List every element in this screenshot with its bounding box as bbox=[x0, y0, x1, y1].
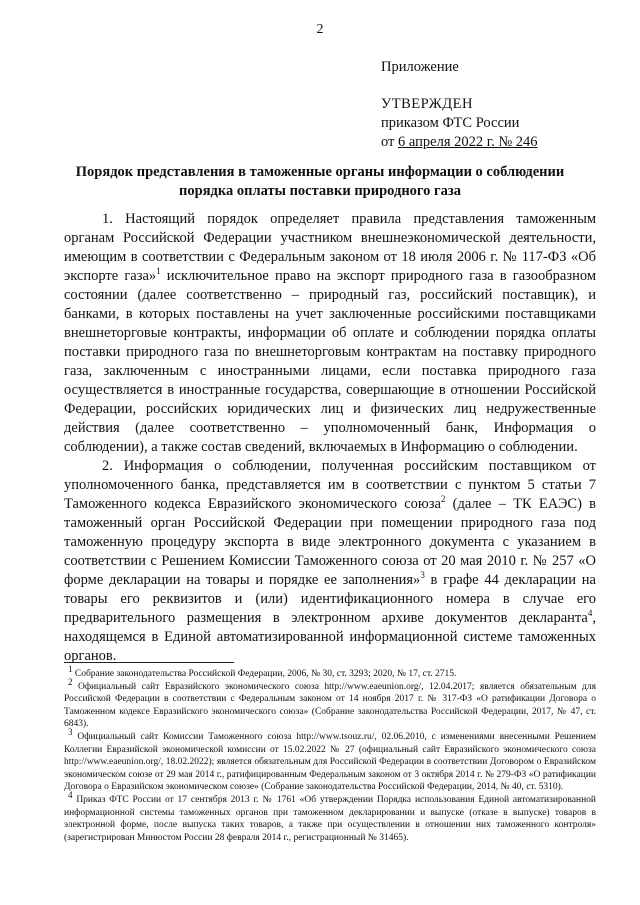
footnote-text: Официальный сайт Комиссии Таможенного союза http://www.tsouz.ru/, 02.06.2010, с изменениями внесенными Решением Коллегии Евразийской экономической комиссии от 15.02.2022 № 27 (официальный сайт Евразийского экономического союза http://www.eaeunion.org/, 18.02.2022); является обязательным для Российской Федерации в соответствии Договором о Евразийском экономическом союзе от 29 мая 2014 г., ратифицированным Федеральным законом от 3 октября 2014 г. № 279-ФЗ «О ратификации Договора о Евразийском экономическом союзе» (Собрание законодательства Российской Федерации, 2014, № 40, ст. 5310). bbox=[64, 731, 596, 793]
footnote-ref[interactable]: 4 bbox=[587, 608, 593, 619]
footnote-ref[interactable]: 2 bbox=[440, 494, 446, 505]
footnote-text: Приказ ФТС России от 17 сентября 2013 г. № 1761 «Об утверждении Порядка использования Единой автоматизированной информационной системы таможенных органов при таможенном декларировании и выпуске (отказе в выпуске) товаров в электронной форме, после выпуска таких товаров, а также при осуществлении в отношении них таможенного контроля» (зарегистрирован Минюстом России 28 февраля 2014 г., регистрационный № 31465). bbox=[64, 794, 596, 843]
document-body bbox=[64, 210, 596, 666]
footnotes bbox=[64, 663, 596, 844]
order-date: 6 апреля 2022 г. № 246 bbox=[398, 134, 538, 150]
order-date-line bbox=[381, 133, 611, 152]
paragraph-text: 2. Информация о соблюдении, полученная российским поставщиком от уполномоченного банка, представляется им в соответствии с пунктом 5 статьи 7 Таможенного кодекса Евразийского экономического союза bbox=[64, 458, 596, 512]
footnote-3 bbox=[64, 726, 596, 794]
footnote-mark: 3 bbox=[68, 726, 73, 737]
paragraph-text: (далее – ТК ЕАЭС) в таможенный орган Российской Федерации при помещении природного газа под таможенную процедуру экспорта в виде электронного документа с указанием в соответствии с Решением Комиссии Таможенного союза от 20 мая 2010 г. № 257 «О форме декларации на товары и порядке ее заполнения» bbox=[64, 496, 596, 588]
page-number: 2 bbox=[316, 22, 324, 37]
paragraph-2 bbox=[64, 457, 596, 666]
footnote-mark: 4 bbox=[68, 789, 73, 800]
footnote-4 bbox=[64, 789, 596, 844]
document-title: Порядок представления в таможенные органы информации о соблюдении порядка оплаты поставки природного газа bbox=[75, 164, 565, 199]
footnote-ref[interactable]: 1 bbox=[156, 266, 161, 277]
paragraph-text: в графе 44 декларации на товары его реквизитов и (или) идентификационного номера в случае его предварительного размещения в электронном архиве документов декларанта bbox=[64, 572, 596, 626]
date-prefix: от bbox=[381, 134, 399, 150]
approved-word: УТВЕРЖДЕН bbox=[381, 96, 473, 112]
footnote-text: Собрание законодательства Российской Федерации, 2006, № 30, ст. 3293; 2020, № 17, ст. 2715. bbox=[72, 669, 457, 679]
paragraph-text: исключительное право на экспорт природного газа в газообразном состоянии (далее соответственно – природный газ, российский поставщик), и банками, в которых поставлены на учет заключенные российскими поставщиками внешнеторговые контракты, информации об оплате и соблюдении порядка оплаты поставки природного газа по внешнеторговым контрактам на поставку природного газа, заключенным с иностранными лицами, если поставка природного газа осуществляется в иностранные государства, совершающие в отношении Российской Федерации, российских юридических лиц и физических лиц недружественные действия (далее соответственно – уполномоченный банк, Информация о соблюдении), а также состав сведений, включаемых в Информацию о соблюдении. bbox=[64, 268, 596, 455]
footnote-mark: 1 bbox=[68, 663, 73, 674]
footnote-mark: 2 bbox=[68, 676, 73, 687]
footnote-2 bbox=[64, 676, 596, 731]
footnote-divider bbox=[64, 662, 234, 663]
paragraph-text: , находящемся в Единой автоматизированной информационной системе таможенных органов. bbox=[64, 610, 596, 664]
footnote-text: Официальный сайт Евразийского экономического союза http://www.eaeunion.org/, 12.04.2017; является обязательным для Российской Федерации в соответствии с Федеральным законом от 14 ноября 2017 г. № 317-ФЗ «О ратификации Договора о Таможенном кодексе Евразийского экономического союза» (Собрание законодательства Российской Федерации, 2017, № 47, ст. 6843). bbox=[64, 681, 596, 730]
footnote-1 bbox=[64, 663, 596, 681]
approval-block bbox=[381, 58, 611, 152]
paragraph-text: 1. Настоящий порядок определяет правила представления таможенным органам Российской Федерации участником внешнеэкономической деятельности, имеющим в соответствии с Федеральным законом от 18 июля 2006 г. № 117-ФЗ «Об экспорте газа» bbox=[64, 211, 596, 284]
order-line: приказом ФТС России bbox=[381, 115, 520, 131]
footnote-ref[interactable]: 3 bbox=[420, 570, 425, 581]
paragraph-1 bbox=[64, 210, 596, 457]
appendix-label: Приложение bbox=[381, 59, 459, 75]
